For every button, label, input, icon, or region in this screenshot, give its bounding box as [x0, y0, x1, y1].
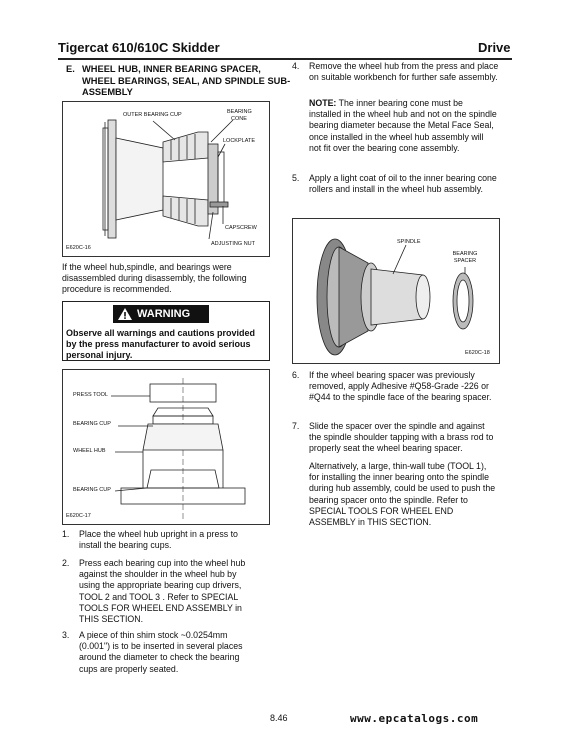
section-heading	[66, 64, 291, 100]
label-capscrew: CAPSCREW	[225, 225, 257, 231]
label-spindle: SPINDLE	[397, 239, 421, 245]
step-text: Place the wheel hub upright in a press to install the bearing cups.	[79, 529, 238, 551]
label-press-tool: PRESS TOOL	[73, 392, 108, 398]
warning-banner	[113, 305, 209, 323]
label-adjusting-nut: ADJUSTING NUT	[211, 241, 255, 247]
step-text: Remove the wheel hub from the press and place on suitable workbench for further safe assembly.	[309, 61, 499, 83]
warning-icon	[117, 307, 133, 321]
figure-wheel-hub-assembly	[62, 101, 270, 257]
step-text: Press each bearing cup into the wheel hub against the shoulder in the wheel hub by using the appropriate bearing cup drivers, TOOL 2 and TOOL 3 . Refer to SPECIAL TOOLS FOR WHEEL END ASSEMBLY in THIS SECTION.	[79, 558, 246, 625]
warning-box	[62, 301, 270, 361]
step-1	[62, 529, 272, 553]
note-label: NOTE:	[309, 98, 337, 108]
step-number: 4.	[292, 61, 300, 71]
section-letter: E.	[66, 64, 75, 74]
spindle-drawing	[293, 219, 499, 363]
step-7	[292, 421, 502, 531]
label-bearing-cone: BEARING CONE	[227, 109, 252, 122]
document-title: Tigercat 610/610C Skidder	[58, 40, 220, 55]
step-7-alternative: Alternatively, a large, thin-wall tube (TOOL 1), for installing the inner bearing onto the spindle during hub assembly, could be used to push the bearing spacer onto the spindle. Refer to SPECIAL TOOLS FOR WHEEL END ASSEMBLY in THIS SECTION.	[309, 461, 496, 528]
step-text: Slide the spacer over the spindle and against the spindle shoulder tapping with a brass rod to properly seat the wheel bearing spacer.	[309, 421, 494, 454]
note-text: The inner bearing cone must be installed in the wheel hub and not on the spindle bearing diameter because the Metal Face Seal, once installed in the wheel hub assembly will not fit over the bearing cone assembly.	[309, 98, 497, 153]
figure-id: E620C-17	[66, 513, 91, 519]
label-wheel-hub: WHEEL HUB	[73, 448, 106, 454]
label-bearing-cup-top: BEARING CUP	[73, 421, 111, 427]
step-number: 6.	[292, 370, 300, 380]
step-number: 1.	[62, 529, 70, 539]
label-bearing-spacer: BEARING SPACER	[452, 251, 478, 264]
step-text: Apply a light coat of oil to the inner bearing cone rollers and install in the wheel hub assembly.	[309, 173, 497, 195]
warning-text: Observe all warnings and cautions provided by the press manufacturer to avoid serious personal injury.	[66, 328, 256, 360]
step-text: A piece of thin shim stock ~0.0254mm (0.001") is to be inserted in several places around the diameter to check the bearing cups are properly seated.	[79, 630, 243, 674]
step-6	[292, 370, 502, 416]
step-2	[62, 558, 272, 628]
label-outer-bearing-cup: OUTER BEARING CUP	[123, 112, 182, 118]
watermark-url: www.epcatalogs.com	[350, 712, 479, 725]
step-3	[62, 630, 272, 680]
section-title: Drive	[478, 40, 511, 55]
header-rule	[58, 58, 512, 60]
section-heading-text: WHEEL HUB, INNER BEARING SPACER, WHEEL BEARINGS, SEAL, AND SPINDLE SUB-ASSEMBLY	[82, 64, 291, 97]
step-number: 2.	[62, 558, 70, 568]
figure-spindle-spacer	[292, 218, 500, 364]
step-5	[292, 173, 502, 209]
wheel-hub-drawing	[63, 102, 269, 256]
intro-paragraph: If the wheel hub,spindle, and bearings were disassembled during disassembly, the following procedure is recommended.	[62, 262, 247, 295]
figure-id: E620C-16	[66, 245, 91, 251]
warning-label: WARNING	[137, 308, 191, 320]
note-paragraph	[309, 98, 497, 154]
figure-press-tool	[62, 369, 270, 525]
step-text: If the wheel bearing spacer was previously removed, apply Adhesive #Q58-Grade -226 or #Q44 to the spindle face of the bearing spacer.	[309, 370, 492, 403]
figure-id: E620C-18	[465, 350, 490, 356]
label-bearing-cup-bottom: BEARING CUP	[73, 487, 111, 493]
page-number: 8.46	[270, 713, 288, 723]
step-number: 3.	[62, 630, 70, 640]
step-number: 5.	[292, 173, 300, 183]
step-number: 7.	[292, 421, 300, 431]
label-lockplate: LOCKPLATE	[223, 138, 255, 144]
step-4	[292, 61, 502, 171]
